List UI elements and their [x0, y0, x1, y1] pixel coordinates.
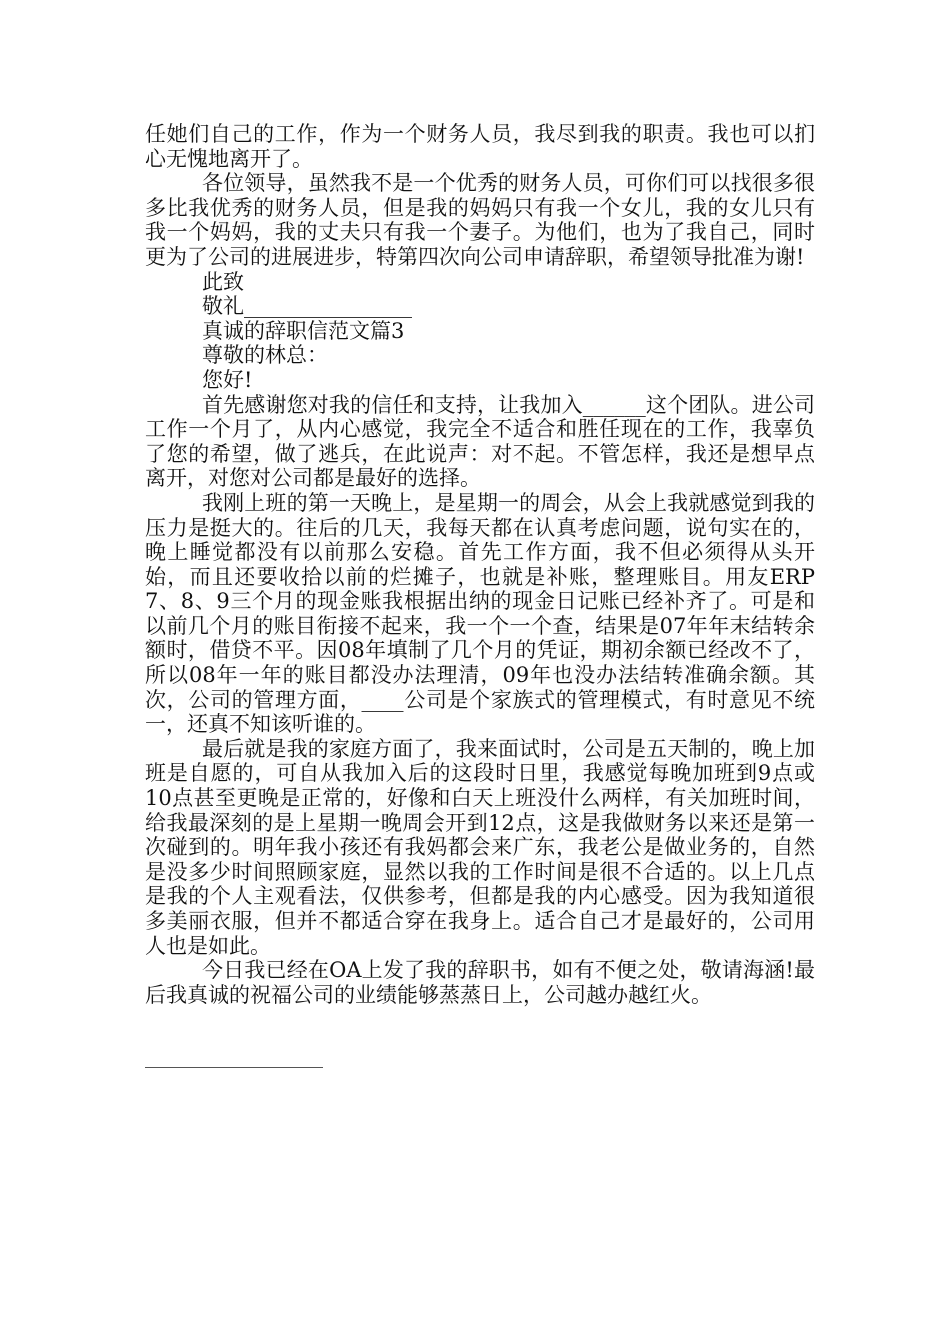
paragraph-continuation: 任她们自己的工作，作为一个财务人员，我尽到我的职责。我也可以扪心无愧地离开了。: [145, 122, 815, 171]
paragraph-closing: 今日我已经在OA上发了我的辞职书，如有不便之处，敬请海涵!最后我真诚的祝福公司的业绩能够蒸蒸日上，公司越办越红火。: [145, 958, 815, 1007]
letter-greeting: 您好!: [202, 367, 253, 392]
paragraph-request: 各位领导，虽然我不是一个优秀的财务人员，可你们可以找很多很多比我优秀的财务人员，但是我的妈妈只有我一个女儿，我的女儿只有我一个妈妈，我的丈夫只有我一个妻子。为他们，也为了我自己，同时更为了公司的进展进步，特第四次向公司申请辞职，希望领导批准为谢!: [145, 171, 815, 269]
footnote-separator-line: [145, 1067, 323, 1068]
paragraph-intro: 首先感谢您对我的信任和支持，让我加入______这个团队。进公司工作一个月了，从内心感觉，我完全不适合和胜任现在的工作，我辜负了您的希望，做了逃兵，在此说声：对不起。不管怎样，我还是想早点离开，对您对公司都是最好的选择。: [145, 392, 815, 491]
closing-regards: 敬礼________________: [202, 294, 412, 319]
letter-addressee: 尊敬的林总：: [202, 343, 328, 368]
closing-salutation: 此致: [202, 269, 244, 294]
paragraph-family: 最后就是我的家庭方面了，我来面试时，公司是五天制的，晚上加班是自愿的，可自从我加入后的这段时日里，我感觉每晚加班到9点或10点甚至更晚是正常的，好像和白天上班没什么两样，有关加班时间，给我最深刻的是上星期一晚周会开到12点，这是我做财务以来还是第一次碰到的。明年我小孩还有我妈都会来广东，我老公是做业务的，自然是没多少时间照顾家庭，显然以我的工作时间是很不合适的。以上几点是我的个人主观看法，仅供参考，但都是我的内心感受。因为我知道很多美丽衣服，但并不都适合穿在我身上。适合自己才是最好的，公司用人也是如此。: [145, 736, 815, 958]
document-body: [145, 122, 815, 1007]
section-heading: 真诚的辞职信范文篇3: [202, 318, 405, 343]
paragraph-work: 我刚上班的第一天晚上，是星期一的周会，从会上我就感觉到我的压力是挺大的。往后的几天，我每天都在认真考虑问题，说句实在的，晚上睡觉都没有以前那么安稳。首先工作方面，我不但必须得从头开始，而且还要收拾以前的烂摊子，也就是补账，整理账目。用友ERP 7、8、9三个月的现金账我根据出纳的现金日记账已经补齐了。可是和以前几个月的账目衔接不起来，我一个一个查，结果是07年年末结转余额时，借贷不平。因08年填制了几个月的凭证，期初余额已经改不了，所以08年一年的账目都没办法理清，09年也没办法结转准确余额。其次，公司的管理方面，____公司是个家族式的管理模式，有时意见不统一，还真不知该听谁的。: [145, 490, 815, 737]
